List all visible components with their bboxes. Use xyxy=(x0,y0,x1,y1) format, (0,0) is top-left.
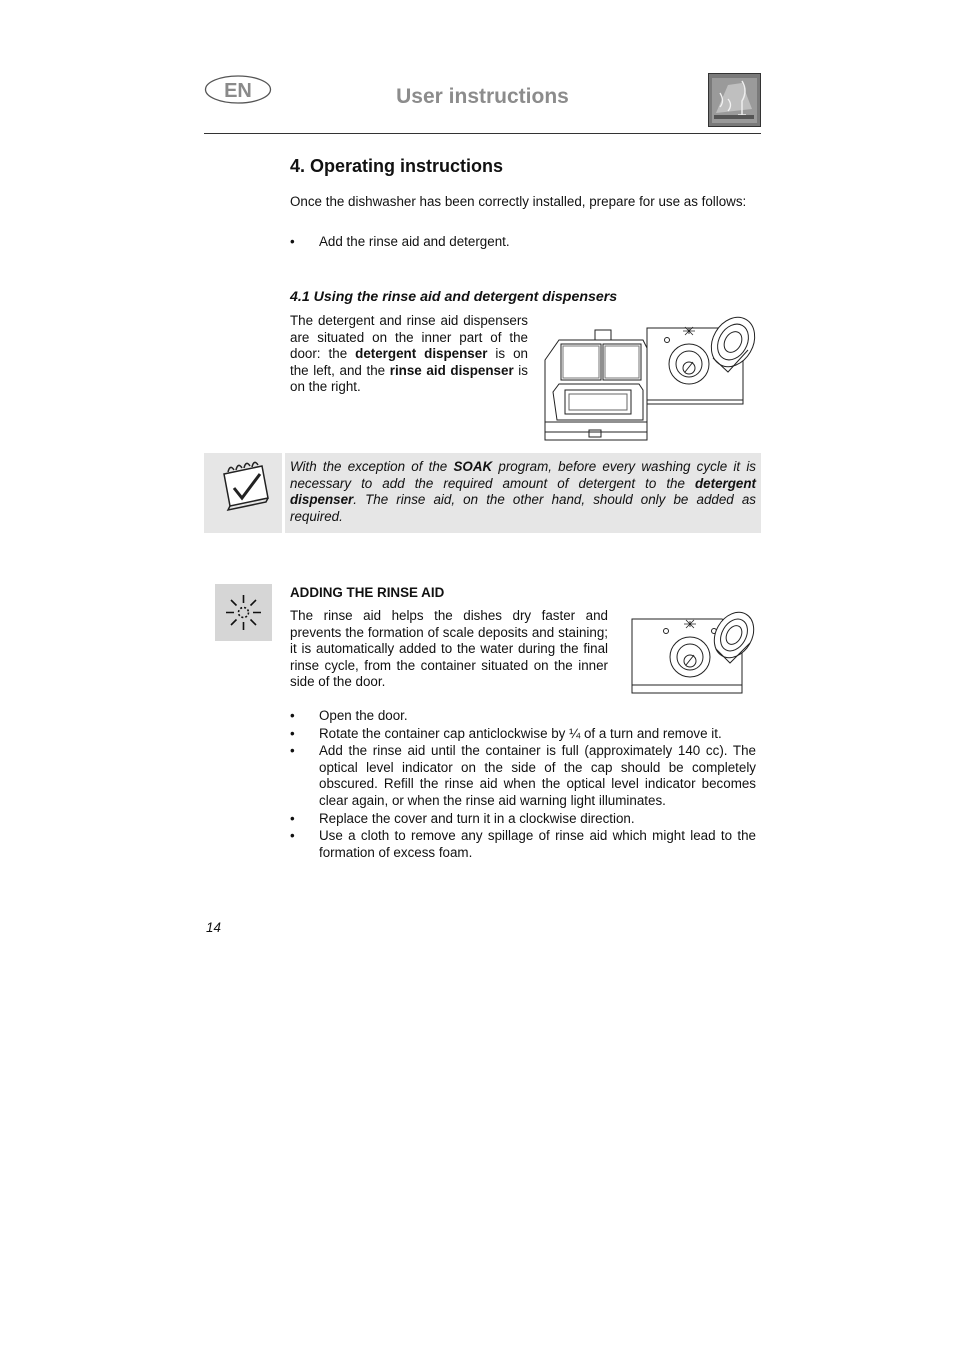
notepad-checkmark-icon xyxy=(216,458,272,514)
page-number: 14 xyxy=(206,920,221,935)
intro-paragraph: Once the dishwasher has been correctly installed, prepare for use as follows: xyxy=(290,194,747,209)
list-item-text: Replace the cover and turn it in a clockwise direction. xyxy=(319,810,635,826)
page-header-title: User instructions xyxy=(396,85,569,108)
list-item: • Open the door. xyxy=(290,708,756,725)
rinse-aid-paragraph: The rinse aid helps the dishes dry faster and prevents the formation of scale deposits and staining; it is automatically added to the water during the final rinse cycle, from the container situated on the inner side of the door. xyxy=(290,608,608,690)
list-item: • Replace the cover and turn it in a clockwise direction. xyxy=(290,811,756,828)
header-divider xyxy=(204,133,761,134)
list-item-text: Open the door. xyxy=(319,708,408,723)
list-item: • Add the rinse aid until the container is full (approximately 140 cc). The optical level indicator on the side of the cap should be completely obscured. Refill the rinse aid when the optical level indicator becomes clear again, or when the rinse aid warning light illuminates. xyxy=(290,743,756,808)
rinse-aid-steps xyxy=(290,708,756,861)
subsection-title: 4.1 Using the rinse aid and detergent dispensers xyxy=(290,289,618,305)
list-item: • Add the rinse aid and detergent. xyxy=(290,234,756,251)
rinse-aid-sun-icon xyxy=(222,591,265,634)
rinse-aid-dispenser-illustration xyxy=(630,605,758,698)
note-text: With the exception of the SOAK program, before every washing cycle it is necessary to add the required amount of detergent to the detergent dispenser. The rinse aid, on the other hand, should only be added as required. xyxy=(290,459,756,524)
rinse-aid-title: ADDING THE RINSE AID xyxy=(290,585,445,600)
dispensers-illustration xyxy=(543,310,758,445)
list-item-text: Add the rinse aid until the container is full (approximately 140 cc). The optical level indicator on the side of the cap should be completely obscured. Refill the rinse aid when the optical level indicator becomes clear again, or when the rinse aid warning light illuminates. xyxy=(319,743,756,808)
section-title: 4. Operating instructions xyxy=(290,156,504,176)
list-item-text: Add the rinse aid and detergent. xyxy=(319,234,510,249)
glasses-dishwasher-photo-icon xyxy=(708,73,761,127)
list-item: • Use a cloth to remove any spillage of rinse aid which might lead to the formation of excess foam. xyxy=(290,828,756,860)
language-badge xyxy=(204,74,272,105)
list-item: • Rotate the container cap anticlockwise by ¼ of a turn and remove it. xyxy=(290,726,756,743)
list-item-text: Use a cloth to remove any spillage of rinse aid which might lead to the formation of excess foam. xyxy=(319,828,756,860)
dispensers-paragraph: The detergent and rinse aid dispensers are situated on the inner part of the door: the detergent dispenser is on the left, and the rinse aid dispenser is on the right. xyxy=(290,313,528,395)
list-item-text: Rotate the container cap anticlockwise by ¼ of a turn and remove it. xyxy=(319,725,722,741)
language-badge-text: EN xyxy=(224,80,252,102)
